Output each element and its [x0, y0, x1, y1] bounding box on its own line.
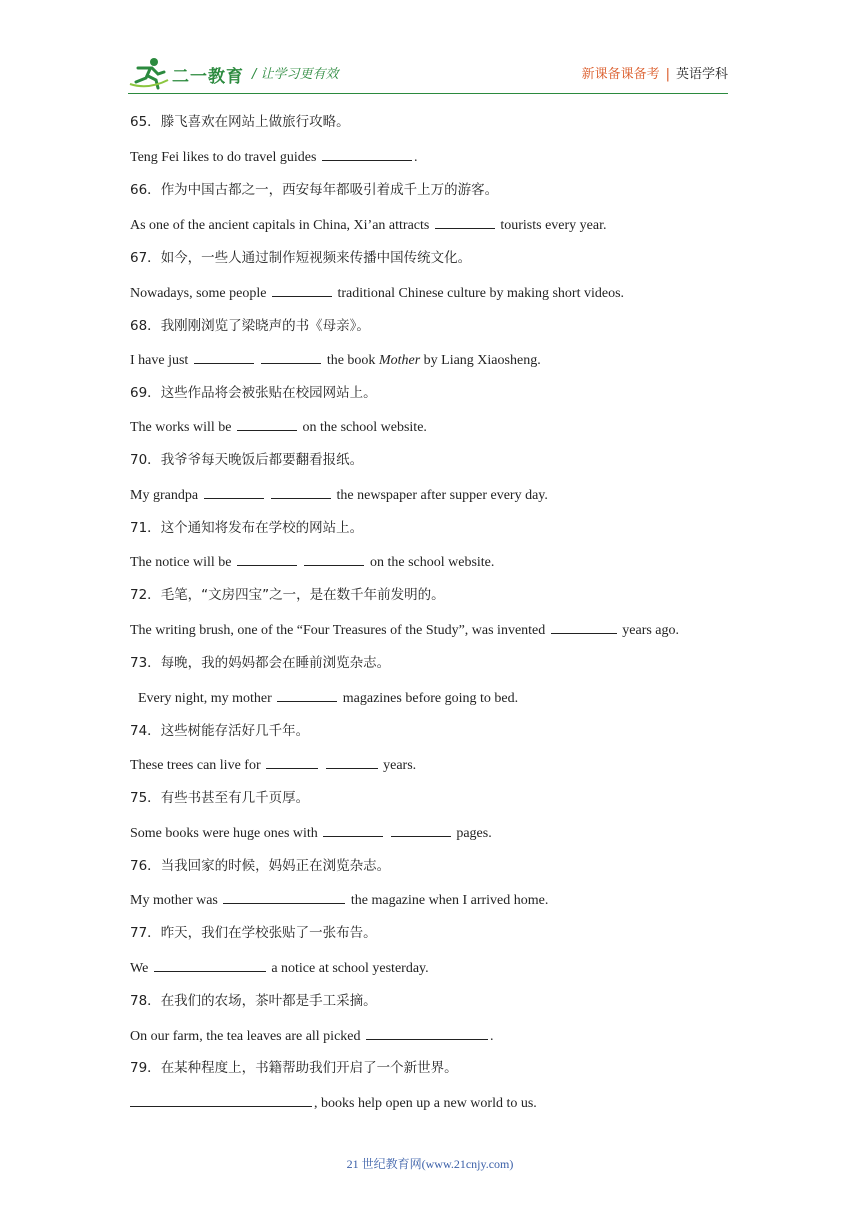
question-number: 73． [130, 655, 161, 671]
question-chinese: 在某种程度上，书籍帮助我们开启了一个新世界。 [160, 1060, 458, 1076]
subject-tag [582, 63, 728, 82]
question-number: 65． [130, 114, 161, 130]
book-title: Mother [378, 353, 421, 368]
question-chinese: 这些树能存活好几千年。 [160, 723, 310, 739]
sentence-end: on the school website. [302, 420, 427, 435]
question-number: 67． [130, 250, 161, 266]
answer-blank[interactable] [322, 147, 412, 161]
answer-blank[interactable] [223, 890, 345, 904]
sentence-end: . [413, 150, 418, 165]
question-chinese: 作为中国古都之一，西安每年都吸引着成千上万的游客。 [160, 182, 499, 198]
question-chinese: 当我回家的时候，妈妈正在浏览杂志。 [160, 858, 391, 874]
question-chinese: 毛笔，“文房四宝”之一，是在数千年前发明的。 [160, 587, 445, 603]
answer-blank[interactable] [237, 417, 297, 431]
question-chinese: 滕飞喜欢在网站上做旅行攻略。 [160, 114, 350, 130]
sentence-end: magazines before going to bed. [342, 691, 519, 706]
sentence-start: Teng Fei likes to do travel guides [130, 150, 317, 165]
question-number: 74． [130, 723, 161, 739]
sentence-end: , books help open up a new world to us. [314, 1096, 537, 1111]
logo-text: 二一教育 [172, 67, 244, 87]
question-number: 69． [130, 385, 161, 401]
answer-blank[interactable] [154, 958, 266, 972]
answer-blank[interactable] [304, 552, 364, 566]
sentence-end: the newspaper after supper every day. [336, 488, 548, 503]
sentence-end: traditional Chinese culture by making short videos. [337, 286, 625, 301]
sentence-end: a notice at school yesterday. [271, 961, 429, 976]
question-71-cn [130, 519, 363, 538]
answer-blank[interactable] [266, 755, 318, 769]
question-68-en [130, 350, 541, 370]
question-chinese: 在我们的农场，茶叶都是手工采摘。 [160, 993, 377, 1009]
question-65-cn [130, 113, 350, 132]
question-66-en [130, 215, 607, 235]
question-67-en [130, 283, 624, 303]
slogan: / 让学习更有效 [252, 67, 339, 82]
answer-blank[interactable] [435, 215, 495, 229]
sentence-start: Every night, my mother [138, 691, 272, 706]
question-number: 68． [130, 318, 161, 334]
question-74-cn [130, 722, 309, 741]
question-79-en [130, 1093, 537, 1113]
question-chinese: 我爷爷每天晚饭后都要翻看报纸。 [160, 452, 364, 468]
sentence-start: The writing brush, one of the “Four Treasures of the Study”, was invented [130, 623, 546, 638]
sentence-end: tourists every year. [500, 218, 607, 233]
question-77-cn [130, 924, 377, 943]
sentence-start: The notice will be [130, 555, 232, 570]
question-65-en [130, 147, 417, 167]
question-66-cn [130, 181, 498, 200]
question-74-en [130, 755, 416, 775]
question-70-en [130, 485, 548, 505]
question-70-cn [130, 451, 363, 470]
sentence-end: years. [383, 758, 417, 773]
answer-blank[interactable] [237, 552, 297, 566]
question-69-en [130, 417, 427, 437]
question-71-en [130, 552, 494, 572]
question-chinese: 这个通知将发布在学校的网站上。 [160, 520, 364, 536]
answer-blank[interactable] [323, 823, 383, 837]
sentence-start: The works will be [130, 420, 232, 435]
answer-blank[interactable] [326, 755, 378, 769]
question-chinese: 这些作品将会被张贴在校园网站上。 [160, 385, 377, 401]
runner-logo-icon [128, 54, 172, 90]
question-76-cn [130, 857, 390, 876]
sentence-start: My grandpa [130, 488, 199, 503]
question-76-en [130, 890, 548, 910]
question-67-cn [130, 249, 471, 268]
sentence-end: by Liang Xiaosheng. [423, 353, 541, 368]
sentence-end: on the school website. [369, 555, 495, 570]
question-number: 77． [130, 925, 161, 941]
sentence-start: As one of the ancient capitals in China, Xi’an attracts [130, 218, 430, 233]
answer-blank[interactable] [277, 688, 337, 702]
question-chinese: 我刚刚浏览了梁晓声的书《母亲》。 [160, 318, 370, 334]
tag-left: 新课备课备考 [581, 67, 660, 82]
question-73-cn [130, 654, 390, 673]
question-69-cn [130, 384, 377, 403]
question-number: 78． [130, 993, 161, 1009]
question-75-cn [130, 789, 309, 808]
question-chinese: 如今，一些人通过制作短视频来传播中国传统文化。 [160, 250, 472, 266]
question-73-en [138, 688, 518, 708]
question-chinese: 昨天，我们在学校张贴了一张布告。 [160, 925, 377, 941]
sentence-start: On our farm, the tea leaves are all picked [130, 1029, 361, 1044]
question-72-en [130, 620, 679, 640]
sentence-end: the magazine when I arrived home. [350, 893, 549, 908]
answer-blank[interactable] [551, 620, 617, 634]
answer-blank[interactable] [194, 350, 254, 364]
question-number: 71． [130, 520, 161, 536]
question-72-cn [130, 586, 445, 605]
sentence-end: pages. [456, 826, 492, 841]
logo [128, 54, 248, 90]
question-77-en [130, 958, 429, 978]
question-68-cn [130, 317, 370, 336]
tag-separator: | [665, 67, 670, 82]
question-number: 76． [130, 858, 161, 874]
question-chinese: 每晚，我的妈妈都会在睡前浏览杂志。 [160, 655, 391, 671]
answer-blank[interactable] [391, 823, 451, 837]
question-number: 72． [130, 587, 161, 603]
page-header [128, 54, 728, 94]
answer-blank[interactable] [130, 1093, 312, 1107]
sentence-start: Some books were huge ones with [130, 826, 318, 841]
answer-blank[interactable] [272, 283, 332, 297]
sentence-start: These trees can live for [130, 758, 261, 773]
question-number: 66． [130, 182, 161, 198]
question-79-cn [130, 1059, 458, 1078]
page-footer: 21 世纪教育网(www.21cnjy.com) [346, 1157, 514, 1171]
header-rule [128, 93, 728, 94]
sentence-start: I have just [130, 353, 189, 368]
question-number: 79． [130, 1060, 161, 1076]
sentence-start: My mother was [130, 893, 218, 908]
question-75-en [130, 823, 492, 843]
sentence-middle: the book [326, 353, 376, 368]
question-78-cn [130, 992, 377, 1011]
question-number: 75． [130, 790, 161, 806]
sentence-start: Nowadays, some people [130, 286, 267, 301]
sentence-end: . [490, 1029, 494, 1044]
answer-blank[interactable] [366, 1026, 488, 1040]
question-chinese: 有些书甚至有几千页厚。 [160, 790, 310, 806]
answer-blank[interactable] [271, 485, 331, 499]
question-78-en [130, 1026, 494, 1046]
sentence-end: years ago. [622, 623, 680, 638]
answer-blank[interactable] [204, 485, 264, 499]
answer-blank[interactable] [261, 350, 321, 364]
sentence-start: We [130, 961, 149, 976]
question-number: 70． [130, 452, 161, 468]
tag-right: 英语学科 [675, 67, 728, 82]
